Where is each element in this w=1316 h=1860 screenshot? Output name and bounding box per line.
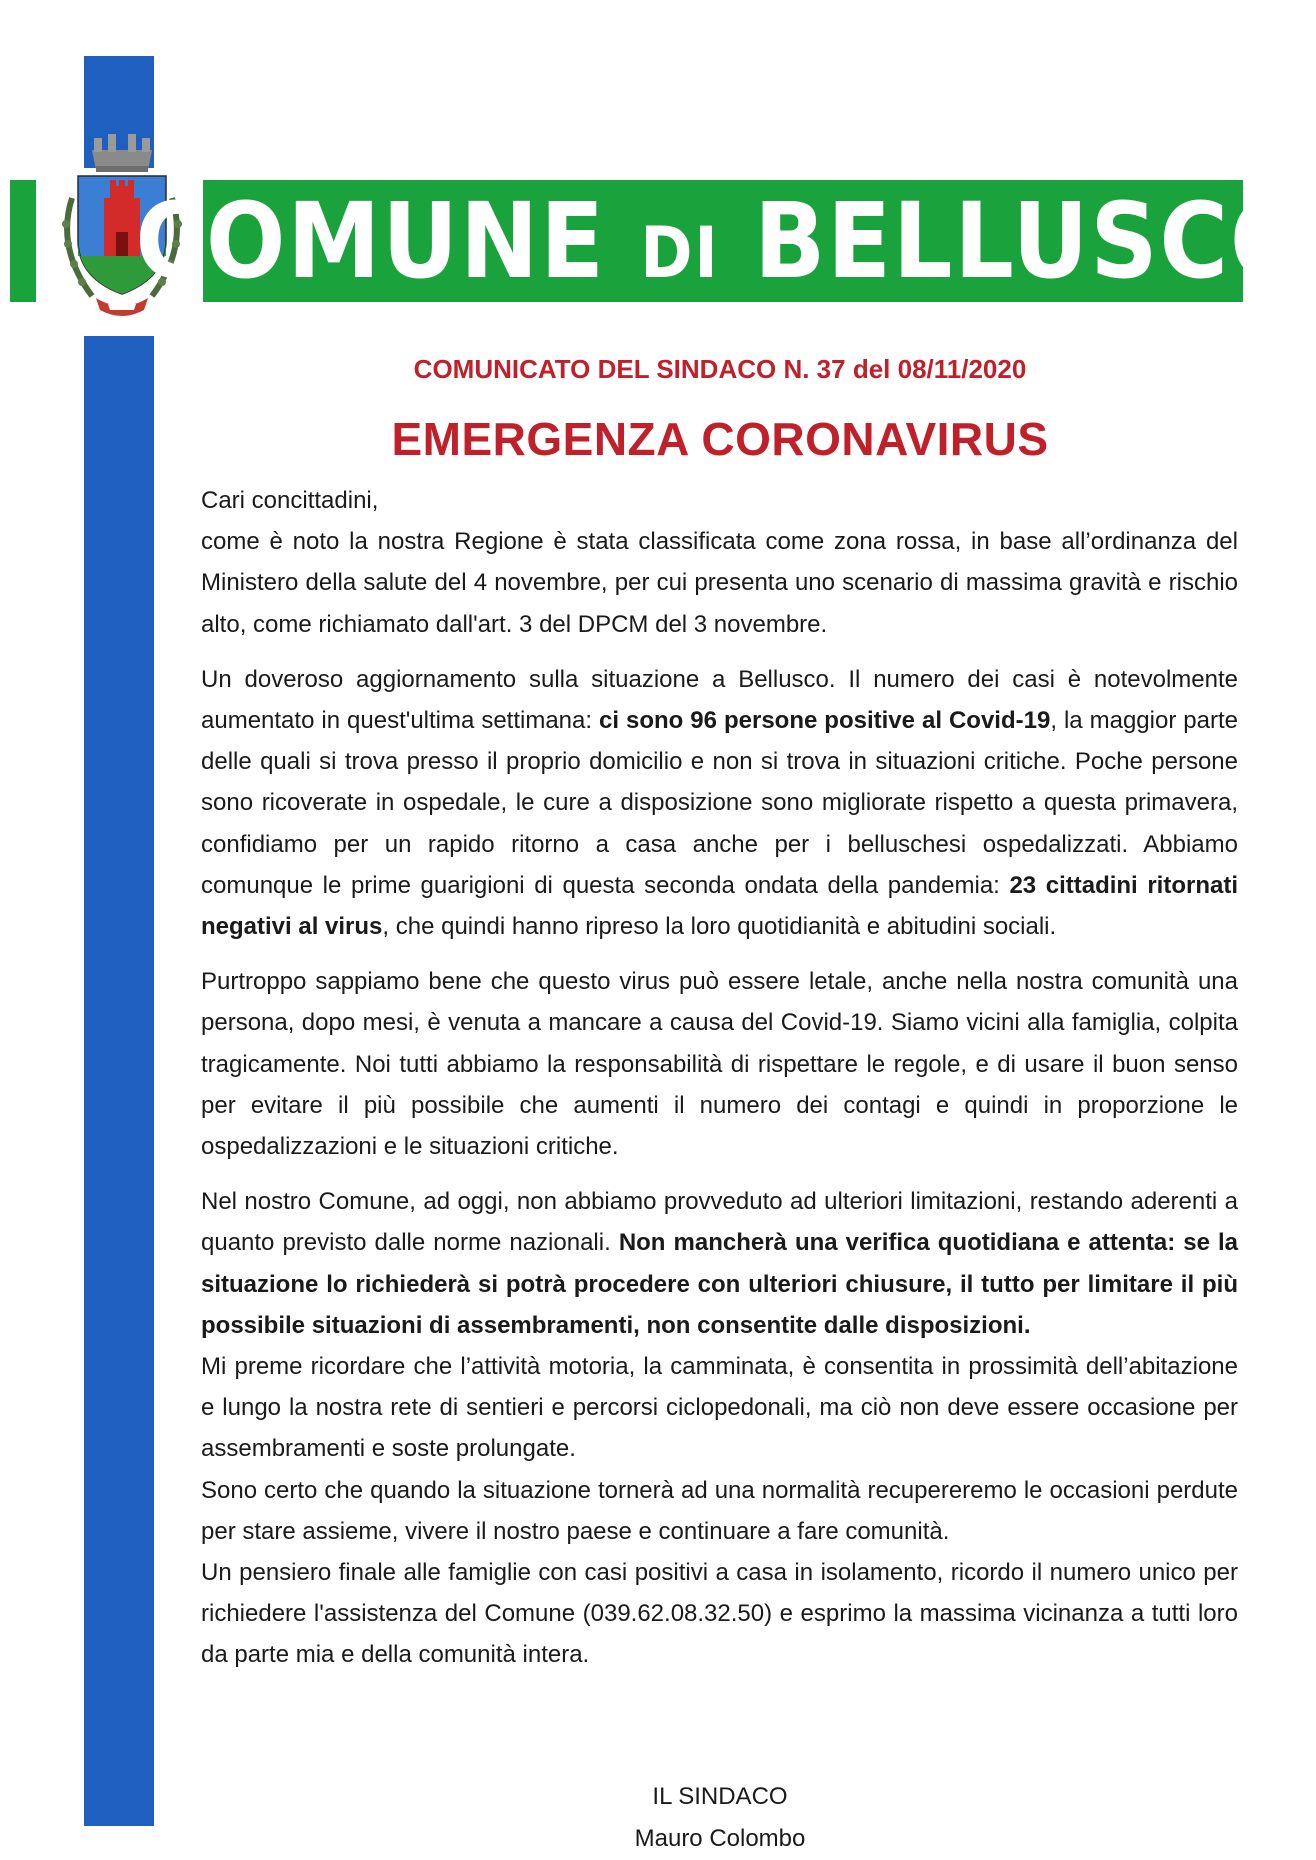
paragraph-6: Sono certo che quando la situazione tornerà ad una normalità recupereremo le occasioni perdute per stare assieme, vivere il nostro paese e continuare a fare comunità. bbox=[201, 1476, 1238, 1545]
signature-block bbox=[560, 1776, 880, 1860]
signature-name: Mauro Colombo bbox=[634, 1825, 806, 1852]
paragraph-4 bbox=[201, 1181, 1238, 1346]
paragraph-7: Un pensiero finale alle famiglie con casi positivi a casa in isolamento, ricordo il numero unico per richiedere l'assistenza del Comune (039.62.08.32.50) e esprimo la massima vicinanza a tutti loro da parte mia e della comunità intera. bbox=[201, 1559, 1238, 1669]
paragraph-5: Mi preme ricordare che l’attività motoria, la camminata, è consentita in prossimità dell’abitazione e lungo la nostra rete di sentieri e percorsi ciclopedonali, ma ciò non deve essere occasione per assembramenti e soste prolungate. bbox=[201, 1353, 1238, 1463]
paragraph-2 bbox=[201, 659, 1238, 947]
paragraph-4-bold: Non mancherà una verifica quotidiana e attenta: se la situazione lo richiederà si potrà procedere con ulteriori chiusure, il tutto per limitare il più possibile situazioni di assembramenti, non consentite dalle disposizioni. bbox=[201, 1229, 1238, 1339]
paragraph-2-text-a: Un doveroso aggiornamento sulla situazione a Bellusco. Il numero dei casi è notevolmente aumentato in quest'ultima settimana: bbox=[201, 665, 1238, 735]
paragraph-2-bold-negatives: 23 cittadini ritornati negativi al virus bbox=[201, 871, 1238, 941]
blue-bar-side bbox=[84, 336, 154, 1826]
paragraph-4-text-a: Nel nostro Comune, ad oggi, non abbiamo provveduto ad ulteriori limitazioni, restando aderenti a quanto previsto dalle norme nazionali. bbox=[201, 1188, 1238, 1257]
banner-title bbox=[135, 180, 1311, 302]
green-stripe-left bbox=[10, 180, 36, 302]
banner-word-bellusco: BELLUSCO bbox=[753, 180, 1311, 302]
paragraph-2-text-c: , la maggior parte delle quali si trova presso il proprio domicilio e non si trova in situazioni critiche. Poche persone sono ricoverate in ospedale, le cure a disposizione sono migliorate rispetto a questa primavera, confidiamo per un rapido ritorno a casa anche per i belluschesi ospedalizzati. Abbiamo comunque le prime guarigioni di questa seconda ondata della pandemia: bbox=[201, 707, 1239, 899]
banner-word-comune: COMUNE bbox=[135, 180, 606, 302]
paragraph-2-bold-positives: ci sono 96 persone positive al Covid-19 bbox=[599, 707, 1051, 735]
letter-body bbox=[201, 480, 1238, 1676]
paragraph-2-text-e: , che quindi hanno ripreso la loro quotidianità e abitudini sociali. bbox=[382, 913, 1057, 941]
banner-word-di: DI bbox=[639, 212, 720, 294]
header-banner bbox=[135, 180, 1311, 302]
communique-title: EMERGENZA CORONAVIRUS bbox=[391, 413, 1049, 465]
communique-subtitle: COMUNICATO DEL SINDACO N. 37 del 08/11/2020 bbox=[413, 354, 1027, 384]
paragraph-3: Purtroppo sappiamo bene che questo virus può essere letale, anche nella nostra comunità una persona, dopo mesi, è venuta a mancare a causa del Covid-19. Siamo vicini alla famiglia, colpita tragicamente. Noi tutti abbiamo la responsabilità di rispettare le regole, e di usare il buon senso per evitare il più possibile che aumenti il numero dei contagi e quindi in proporzione le ospedalizzazioni e le situazioni critiche. bbox=[201, 968, 1238, 1161]
signature-role: IL SINDACO bbox=[652, 1783, 788, 1810]
greeting: Cari concittadini, bbox=[201, 487, 379, 514]
paragraph-1: come è noto la nostra Regione è stata classificata come zona rossa, in base all’ordinanza del Ministero della salute del 4 novembre, per cui presenta uno scenario di massima gravità e rischio alto, come richiamato dall'art. 3 del DPCM del 3 novembre. bbox=[201, 528, 1238, 638]
